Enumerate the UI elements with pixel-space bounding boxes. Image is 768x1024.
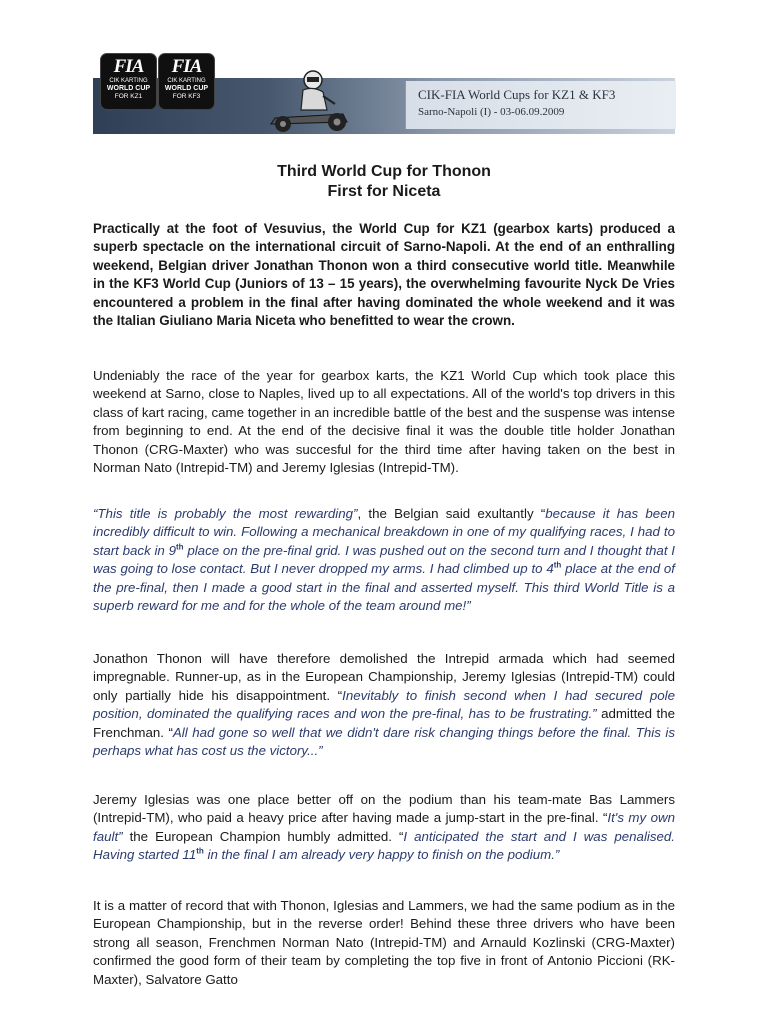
body-paragraph-1: Undeniably the race of the year for gearbox karts, the KZ1 World Cup which took place this weekend at Sarno, close to Naples, lived up to all expectations. All of the world's top drivers in this class of kart racing, came together in an incredible battle of the best and the suspense was intense from beginning to end. At the end of the decisive final it was the double title holder Jonathan Thonon (CRG-Maxter) who was succesful for the third time after having taken on the best in Norman Nato (Intrepid-TM) and Jeremy Iglesias (Intrepid-TM). — [93, 368, 675, 476]
logo-line2: WORLD CUP — [106, 85, 151, 92]
logo-line1: CIK KARTING — [167, 78, 206, 84]
ordinal-suffix: th — [176, 542, 184, 552]
text: , the Belgian said exultantly “ — [357, 506, 546, 521]
body-paragraph-2 — [93, 505, 675, 615]
karting-driver-icon — [261, 66, 361, 134]
ordinal-suffix: th — [553, 560, 562, 570]
body-paragraph-4 — [93, 791, 675, 865]
quote: place at the end of the pre-final, then I made a good start in the final and asserted myself. This third World Title is a superb reward for me and for the whole of the team around me!” — [93, 561, 675, 614]
kz1-world-cup-logo — [101, 54, 156, 109]
logo-line2: WORLD CUP — [164, 85, 209, 92]
event-title: CIK-FIA World Cups for KZ1 & KF3 — [418, 87, 616, 102]
article-title-line2: First for Niceta — [327, 183, 441, 200]
event-date-location: Sarno-Napoli (I) - 03-06.09.2009 — [418, 106, 565, 118]
quote: It's my own fault” — [93, 810, 675, 844]
logo-line3: FOR KZ1 — [114, 93, 143, 100]
quote: “This title is probably the most rewarding” — [93, 506, 358, 521]
body-paragraph-3 — [93, 650, 675, 760]
quote: because it has been incredibly difficult to win. Following a mechanical breakdown in one of my qualifying races, I had to start back in 9 — [93, 506, 675, 558]
text: Jonathon Thonon will have therefore demolished the Intrepid armada which had seemed impregnable. Runner-up, as in the European Championship, Jeremy Iglesias (Intrepid-TM) could only partially hide his disappointment. “ — [93, 651, 675, 703]
event-banner — [93, 50, 675, 134]
logo-brand: FIA — [171, 56, 202, 77]
quote: place on the pre-final grid. I was pushed out on the second turn and I thought that I was going to lose contact. But I never dropped my arms. I had climbed up to 4 — [93, 542, 675, 577]
text: admitted the Frenchman. “ — [93, 706, 675, 740]
article-title-line1: Third World Cup for Thonon — [277, 163, 491, 180]
lead-paragraph: Practically at the foot of Vesuvius, the World Cup for KZ1 (gearbox karts) produced a superb spectacle on the international circuit of Sarno-Napoli. At the end of an enthralling weekend, Belgian driver Jonathan Thonon won a third consecutive world title. Meanwhile in the KF3 World Cup (Juniors of 13 – 15 years), the overwhelming favourite Nyck De Vries encountered a problem in the final after having dominated the whole weekend and it was the Italian Giuliano Maria Niceta who benefitted to wear the crown. — [93, 221, 675, 329]
quote: in the final I am already very happy to finish on the podium.” — [203, 847, 560, 863]
quote: All had gone so well that we didn't dare risk changing things before the final. This is perhaps what has cost us the victory...” — [93, 724, 675, 759]
logo-brand: FIA — [113, 56, 144, 77]
text: Jeremy Iglesias was one place better off on the podium than his team-mate Bas Lammers (Intrepid-TM), who paid a heavy price after having made a jump-start in the pre-final. “ — [93, 792, 675, 826]
quote: Inevitably to finish second when I had secured pole position, dominated the qualifying races and won the pre-final, has to be frustrating.” — [93, 687, 675, 722]
logo-line3: FOR KF3 — [172, 93, 201, 100]
body-paragraph-5: It is a matter of record that with Thonon, Iglesias and Lammers, we had the same podium as in the European Championship, but in the reverse order! Behind these three drivers who have been strong all season, Frenchmen Norman Nato (Intrepid-TM) and Arnauld Kozlinski (CRG-Maxter) confirmed the good form of their team by completing the top five in front of Antonio Piccioni (RK-Maxter), Salvatore Gatto — [93, 898, 675, 987]
quote: I anticipated the start and I was penalised. Having started 11 — [93, 828, 675, 863]
kf3-world-cup-logo — [159, 54, 214, 109]
logo-line1: CIK KARTING — [109, 78, 148, 84]
text: the European Champion humbly admitted. “ — [122, 828, 404, 844]
event-info-panel — [405, 81, 676, 129]
ordinal-suffix: th — [196, 846, 204, 856]
